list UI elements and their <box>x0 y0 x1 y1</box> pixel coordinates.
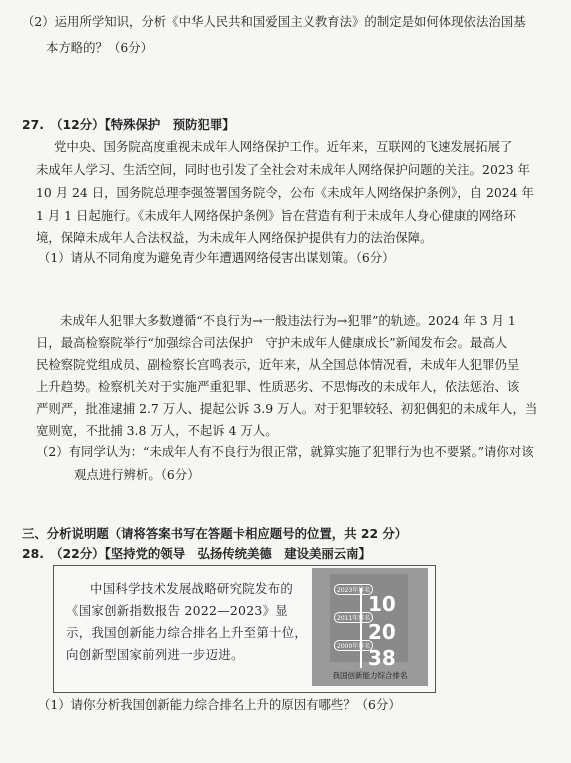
rank-tag: 2011年排名 <box>334 612 373 623</box>
q27-p1-line: 10 月 24 日，国务院总理李强签署国务院令，公布《未成年人网络保护条例》，自 2024 年 <box>36 185 534 200</box>
q28-sub1: （1）请你分析我国创新能力综合排名上升的原因有哪些？（6分） <box>38 697 401 712</box>
q27-p2-line: 未成年人犯罪大多数遵循“不良行为→一般违法行为→犯罪”的轨迹。2024 年 3 月 1 <box>60 313 516 328</box>
rank-tag: 2000年排名 <box>334 640 373 651</box>
innovation-rank-image <box>312 568 428 686</box>
rank-panel <box>330 574 408 670</box>
q27-p1-line: 境，保障未成年人合法权益，为未成年人网络保护提供有力的法治保障。 <box>36 230 433 245</box>
q26-sub2-line1: （2）运用所学知识，分析《中华人民共和国爱国主义教育法》的制定是如何体现依法治国基 <box>22 14 526 29</box>
rank-value: 10 <box>368 592 396 616</box>
q27-p2-line: 民检察院党组成员、副检察长宫鸣表示，近年来，从全国总体情况看，未成年人犯罪仍呈 <box>36 357 520 372</box>
rank-caption: 我国创新能力综合排名 <box>332 671 408 680</box>
q27-p1-line: 未成年人学习、生活空间，同时也引发了全社会对未成年人网络保护问题的关注。2023 年 <box>36 162 530 177</box>
q26-sub2-line2: 本方略的？（6分） <box>46 40 154 55</box>
q27-p2-line: 宽则宽，不批捕 3.8 万人，不起诉 4 万人。 <box>36 423 278 438</box>
q27-sub2-line1: （2）有同学认为：“未成年人有不良行为很正常，就算实施了犯罪行为也不要紧。”请你对该 <box>36 444 534 459</box>
rank-value: 20 <box>368 620 396 644</box>
q27-sub1: （1）请从不同角度为避免青少年遭遇网络侵害出谋划策。（6分） <box>38 250 395 265</box>
q28-header: 28. （22分）【坚持党的领导 弘扬传统美德 建设美丽云南】 <box>22 546 371 561</box>
q27-p1-line: 1 月 1 日起施行。《未成年人网络保护条例》旨在营造有利于未成年人身心健康的网络环 <box>36 208 516 223</box>
rank-tag: 2023年排名 <box>334 584 373 595</box>
q27-p2-line: 上升趋势。检察机关对于实施严重犯罪、性质恶劣、不思悔改的未成年人，依法惩治、该 <box>36 379 520 394</box>
q27-sub2-line2: 观点进行辨析。（6分） <box>74 467 200 482</box>
q28-material-text: 中国科学技术发展战略研究院发布的《国家创新指数报告 2022—2023》显示，我国创新能力综合排名上升至第十位，向创新型国家前列进一步迈进。 <box>66 581 308 662</box>
rank-arrow-line <box>360 588 362 668</box>
q27-p2-line: 严则严，批准逮捕 2.7 万人、提起公诉 3.9 万人。对于犯罪较轻、初犯偶犯的未成年人，当 <box>36 401 538 416</box>
q27-p1-line: 党中央、国务院高度重视未成年人网络保护工作。近年来，互联网的飞速发展拓展了 <box>54 139 513 154</box>
q27-header: 27. （12分）【特殊保护 预防犯罪】 <box>22 117 235 132</box>
q28-material-box <box>53 565 436 693</box>
rank-value: 38 <box>368 646 396 670</box>
q27-p2-line: 日，最高检察院举行“加强综合司法保护 守护未成年人健康成长”新闻发布会。最高人 <box>36 335 508 350</box>
section3-title: 三、分析说明题（请将答案书写在答题卡相应题号的位置，共 22 分） <box>22 526 408 541</box>
